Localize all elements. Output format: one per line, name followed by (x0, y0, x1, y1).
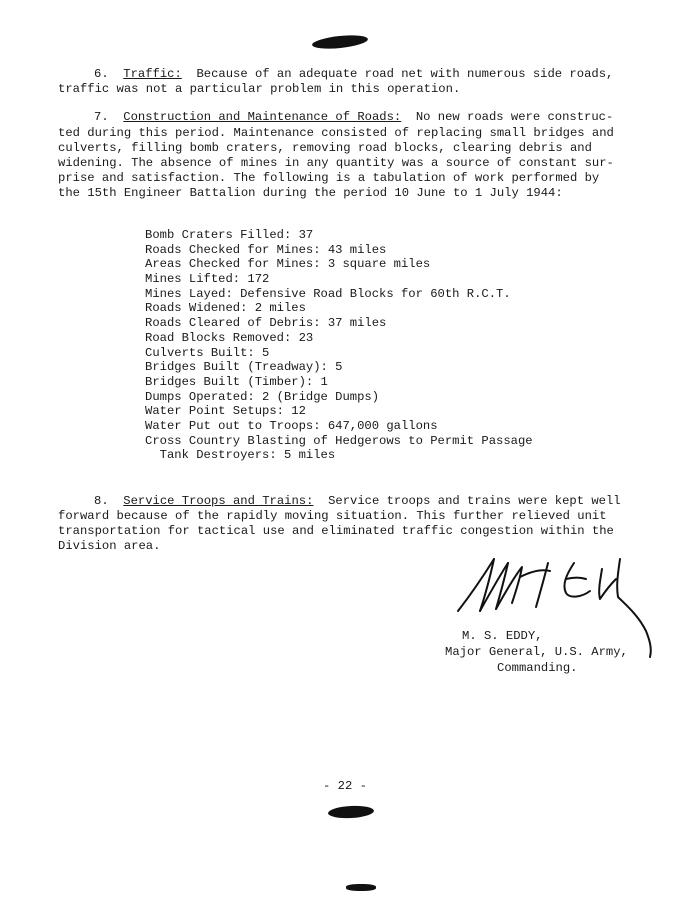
para6-number: 6. (94, 67, 109, 81)
para7-line: prise and satisfaction. The following is a tabulation of work performed by (58, 171, 600, 185)
signer-title: Major General, U.S. Army, (445, 645, 628, 659)
list-item: Bridges Built (Timber): 1 (145, 374, 328, 389)
para7-number: 7. (94, 110, 109, 124)
para7-line: widening. The absence of mines in any quantity was a source of constant sur- (58, 156, 614, 170)
list-item: Water Point Setups: 12 (145, 404, 306, 419)
redaction-mark-top (312, 33, 369, 51)
para7-heading: Construction and Maintenance of Roads: (123, 110, 402, 124)
para6-heading: Traffic: (123, 67, 182, 81)
list-item: Roads Widened: 2 miles (145, 301, 306, 316)
list-item: Culverts Built: 5 (145, 345, 270, 360)
para6-line: traffic was not a particular problem in this operation. (58, 82, 461, 96)
work-tabulation-list (145, 228, 533, 463)
list-item: Mines Lifted: 172 (145, 272, 270, 287)
list-item: Road Blocks Removed: 23 (145, 330, 314, 345)
list-item: Tank Destroyers: 5 miles (145, 448, 336, 463)
list-item: Water Put out to Troops: 647,000 gallons (145, 418, 438, 433)
list-item: Roads Checked for Mines: 43 miles (145, 242, 387, 257)
redaction-mark-bottom (328, 805, 375, 819)
list-item: Bomb Craters Filled: 37 (145, 228, 314, 242)
list-item: Dumps Operated: 2 (Bridge Dumps) (145, 389, 380, 404)
signature-block (445, 628, 628, 676)
para7-text: No new roads were construc- (415, 110, 614, 124)
list-item: Bridges Built (Treadway): 5 (145, 360, 343, 375)
para7-line: the 15th Engineer Battalion during the period 10 June to 1 July 1944: (58, 186, 563, 200)
para8-text: Service troops and trains were kept well (328, 494, 621, 508)
para8-number: 8. (94, 494, 109, 508)
list-item: Roads Cleared of Debris: 37 miles (145, 316, 387, 331)
para8-line: forward because of the rapidly moving situation. This further relieved unit (58, 509, 607, 523)
para8-line: Division area. (58, 539, 161, 553)
page-number: - 22 - (323, 779, 367, 793)
para7-line: culverts, filling bomb craters, removing road blocks, clearing debris and (58, 141, 592, 155)
list-item: Mines Layed: Defensive Road Blocks for 60th R.C.T. (145, 286, 511, 301)
signer-role: Commanding. (497, 661, 578, 675)
para6-text: Because of an adequate road net with numerous side roads, (196, 67, 614, 81)
list-item: Areas Checked for Mines: 3 square miles (145, 257, 431, 272)
para7-line: ted during this period. Maintenance consisted of replacing small bridges and (58, 126, 614, 140)
list-item: Cross Country Blasting of Hedgerows to Permit Passage (145, 433, 533, 448)
signer-name: M. S. EDDY, (462, 629, 543, 643)
redaction-mark-footer (346, 884, 376, 891)
para8-heading: Service Troops and Trains: (123, 494, 314, 508)
para8-line: transportation for tactical use and eliminated traffic congestion within the (58, 524, 614, 538)
